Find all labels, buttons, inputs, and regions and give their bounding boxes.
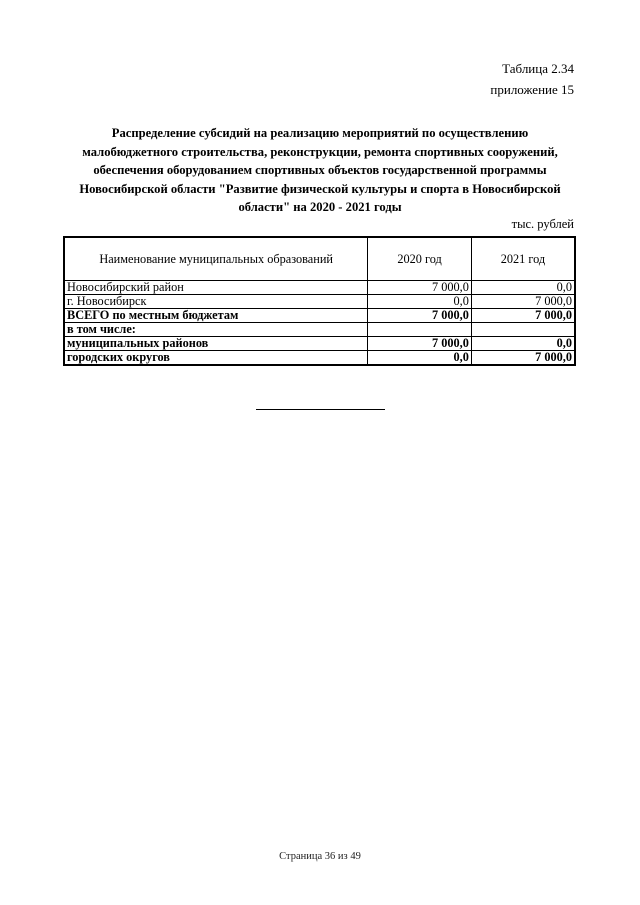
row-value-2021: 0,0 xyxy=(471,337,575,351)
row-value-2020: 0,0 xyxy=(368,351,472,366)
column-header-name: Наименование муниципальных образований xyxy=(64,237,368,281)
row-value-2021: 7 000,0 xyxy=(471,295,575,309)
table-row xyxy=(64,351,575,366)
column-header-2020: 2020 год xyxy=(368,237,472,281)
row-value-2020: 7 000,0 xyxy=(368,337,472,351)
row-value-2020: 0,0 xyxy=(368,295,472,309)
row-name: ВСЕГО по местным бюджетам xyxy=(64,309,368,323)
subsidy-table xyxy=(63,236,576,366)
row-name: муниципальных районов xyxy=(64,337,368,351)
row-value-2020: 7 000,0 xyxy=(368,281,472,295)
row-name: Новосибирский район xyxy=(64,281,368,295)
document-title: Распределение субсидий на реализацию мероприятий по осуществлению малобюджетного строительства, реконструкции, ремонта спортивных сооружений, обеспечения оборудованием спортивных объектов государственной программы Новосибирской области "Развитие физической культуры и спорта в Новосибирской области" на 2020 - 2021 годы xyxy=(79,126,561,214)
row-value-2021 xyxy=(471,323,575,337)
page-number: Страница 36 из 49 xyxy=(279,851,361,862)
table-row xyxy=(64,295,575,309)
row-value-2020 xyxy=(368,323,472,337)
annex-reference: приложение 15 xyxy=(490,82,574,97)
row-value-2021: 7 000,0 xyxy=(471,309,575,323)
table-row xyxy=(64,281,575,295)
row-name: городских округов xyxy=(64,351,368,366)
table-row-subheader xyxy=(64,323,575,337)
table-row-total xyxy=(64,309,575,323)
row-name: г. Новосибирск xyxy=(64,295,368,309)
units-label: тыс. рублей xyxy=(511,217,574,231)
row-value-2021: 7 000,0 xyxy=(471,351,575,366)
table-reference: Таблица 2.34 xyxy=(502,61,574,76)
column-header-2021: 2021 год xyxy=(471,237,575,281)
row-value-2021: 0,0 xyxy=(471,281,575,295)
separator-line xyxy=(256,409,385,410)
row-value-2020: 7 000,0 xyxy=(368,309,472,323)
table-header-row xyxy=(64,237,575,281)
table-row xyxy=(64,337,575,351)
row-name: в том числе: xyxy=(64,323,368,337)
